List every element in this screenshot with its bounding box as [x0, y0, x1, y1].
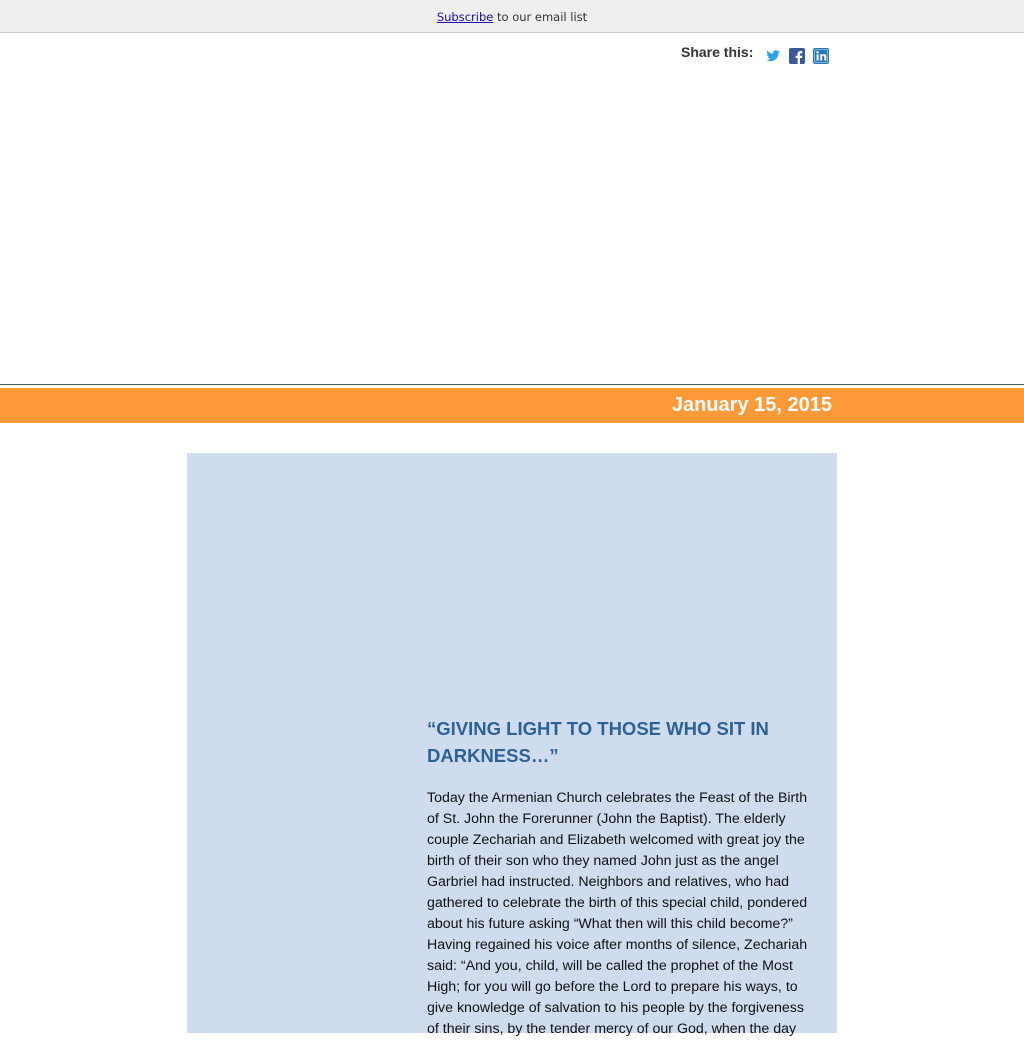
twitter-icon[interactable] — [765, 48, 781, 64]
issue-date: January 15, 2015 — [671, 394, 832, 416]
subscribe-text: to our email list — [493, 10, 588, 24]
share-bar — [681, 44, 837, 64]
facebook-icon[interactable] — [789, 48, 805, 64]
article-title: “GIVING LIGHT TO THOSE WHO SIT IN DARKNESS…” — [427, 718, 769, 766]
article-panel — [187, 453, 837, 1037]
share-label: Share this: — [681, 44, 754, 60]
article-body: Today the Armenian Church celebrates the Feast of the Birth of St. John the Forerunner (John the Baptist). The elderly couple Zechariah and Elizabeth welcomed with great joy the birth of their son who they named John just as the angel Garbriel had instructed. Neighbors and relatives, who had gathered to celebrate the birth of this special child, pondered about his future asking “What then will this child become?” Having regained his voice after months of silence, Zechariah said: “And you, child, will be called the prophet of the Most High; for you will go before the Lord to prepare his ways, to give knowledge of salvation to his people by the forgiveness of their sins, by the tender mercy of our God, when the day — [427, 790, 808, 1037]
linkedin-icon[interactable] — [813, 48, 829, 64]
date-banner — [0, 388, 1024, 423]
subscribe-bar — [0, 0, 1024, 33]
divider-line — [0, 384, 1024, 385]
subscribe-link[interactable]: Subscribe — [436, 10, 494, 24]
